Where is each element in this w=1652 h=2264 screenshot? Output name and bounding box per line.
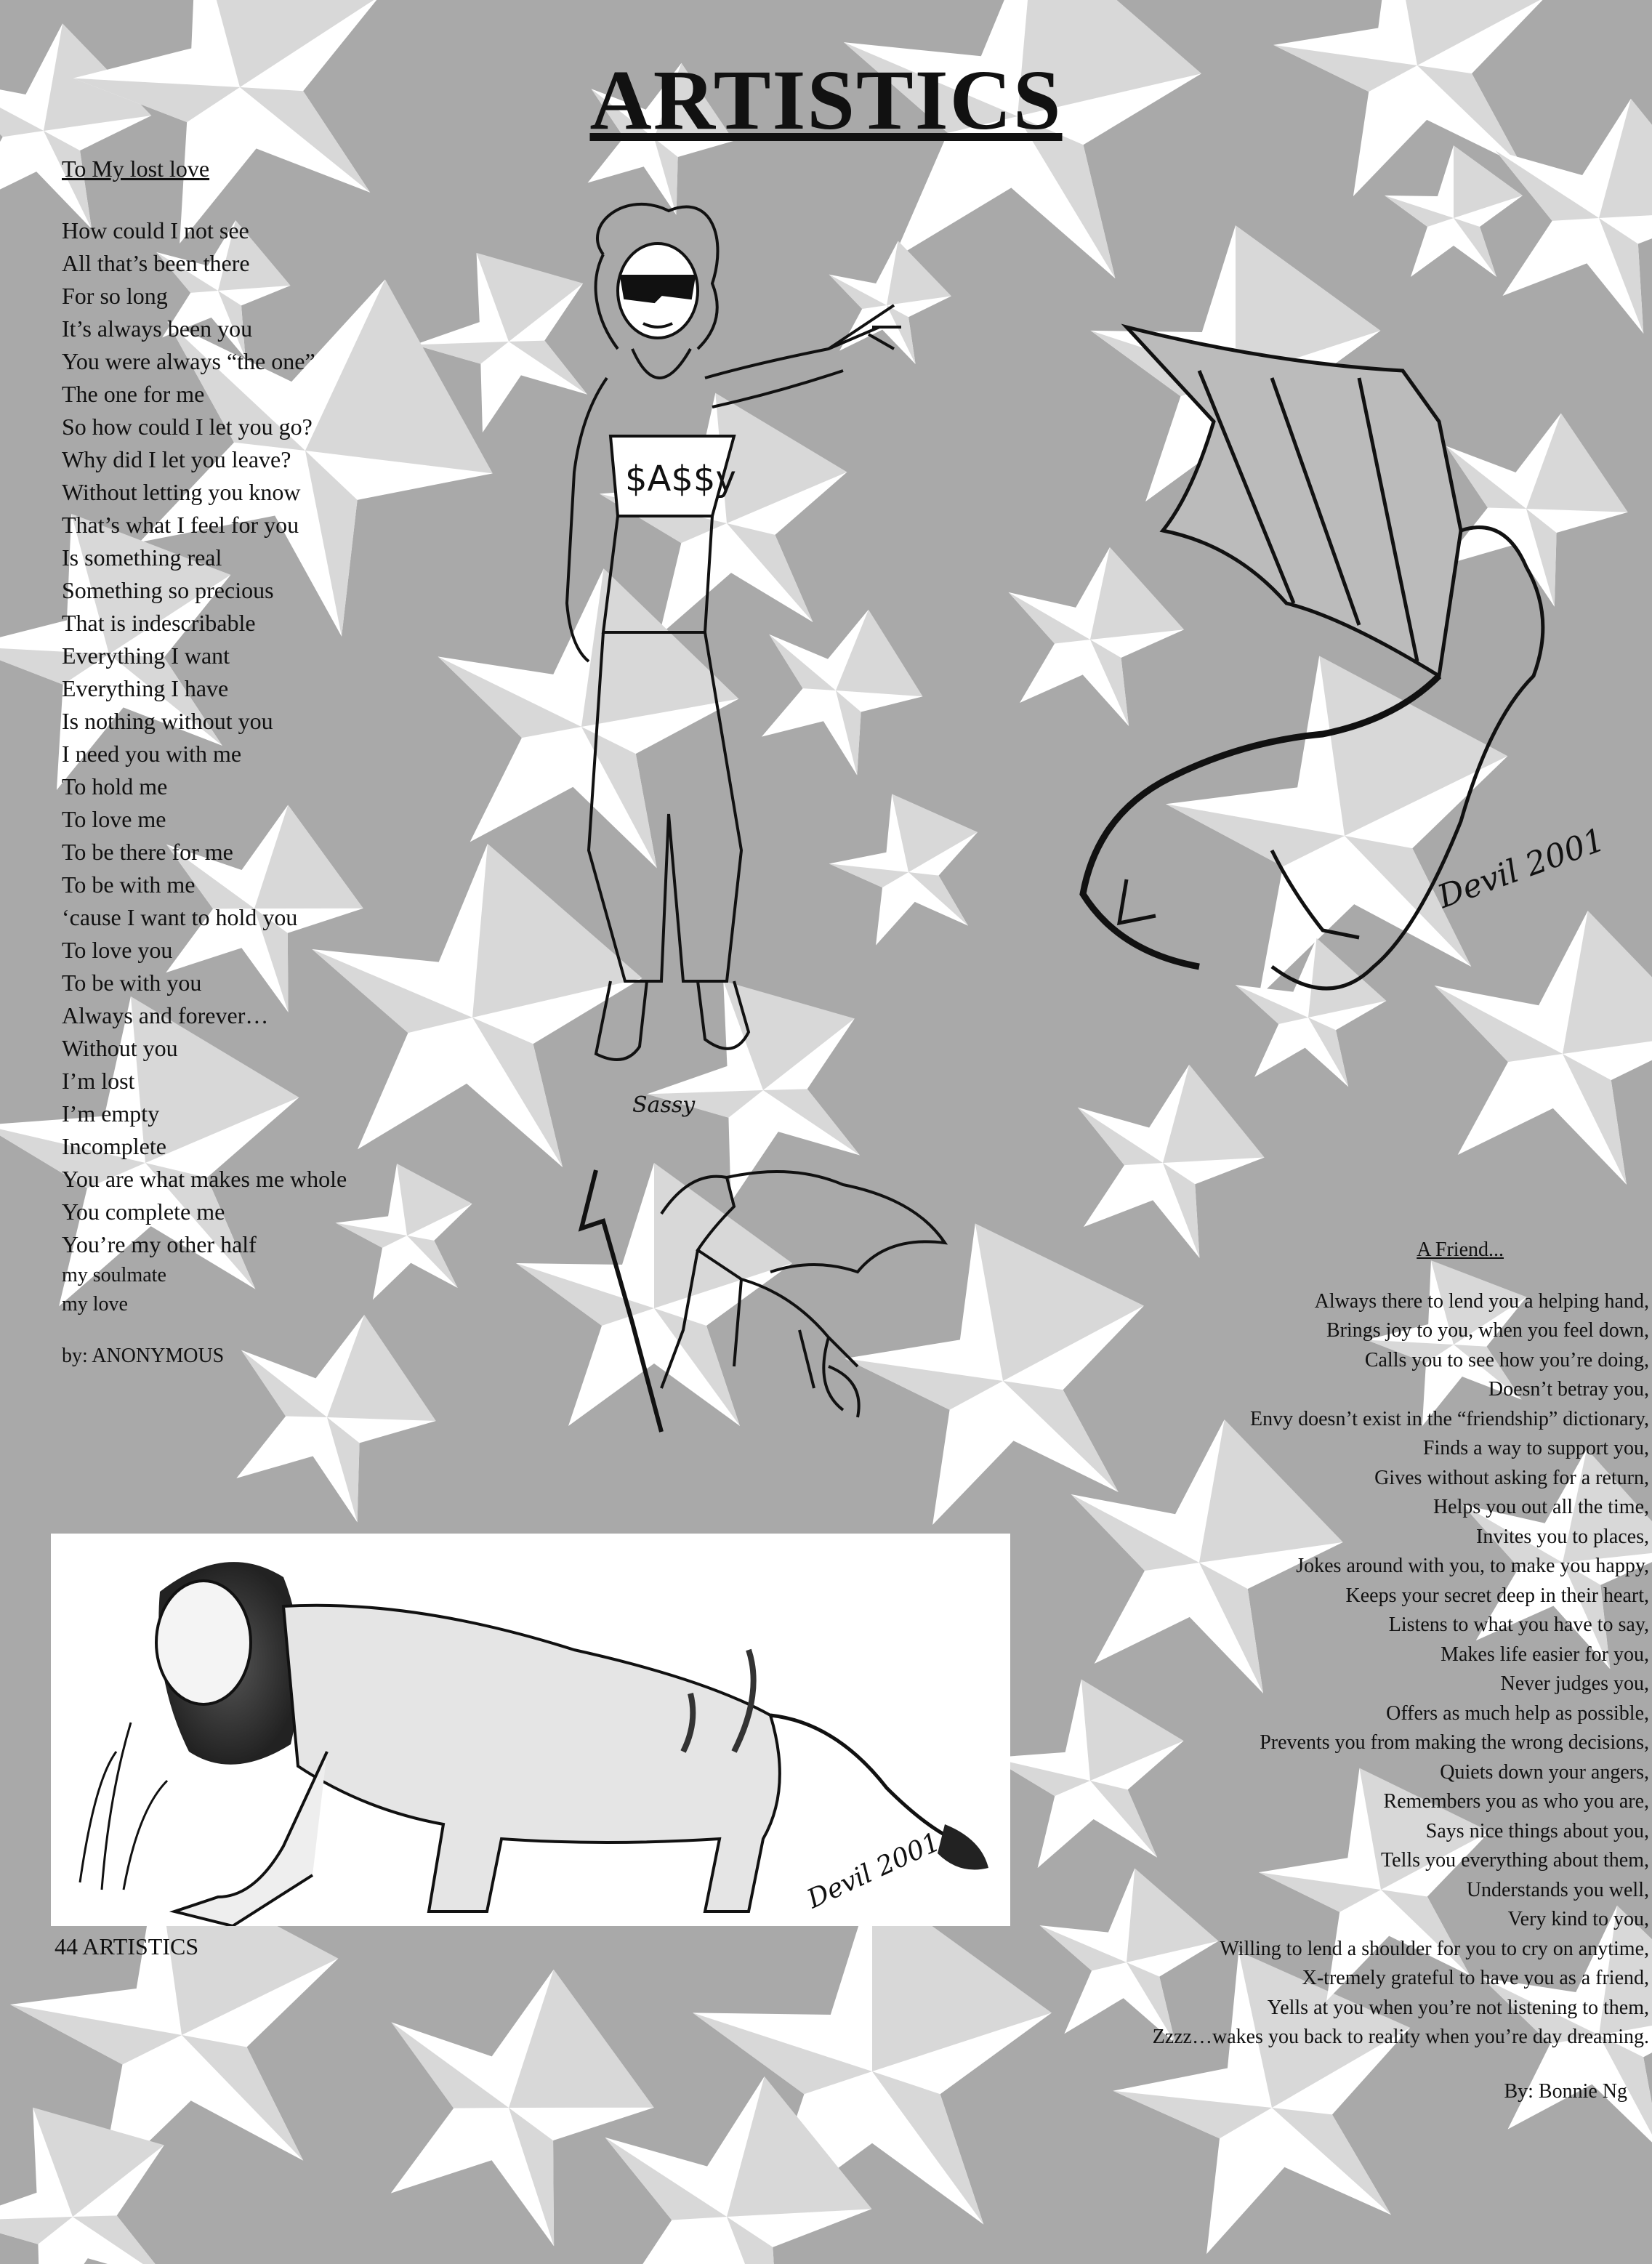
poem-line: Prevents you from making the wrong decisions, xyxy=(1260,1731,1649,1754)
poem-lost-love xyxy=(62,153,440,1372)
poem-line: Invites you to places, xyxy=(1476,1525,1649,1548)
poem-line: Envy doesn’t exist in the “friendship” dictionary, xyxy=(1250,1407,1649,1430)
poem-line: Yells at you when you’re not listening to them, xyxy=(1267,1996,1649,2019)
poem-line: Quiets down your angers, xyxy=(1440,1760,1649,1784)
poem-line: Without you xyxy=(62,1035,178,1061)
poem-line: Gives without asking for a return, xyxy=(1374,1466,1649,1489)
poem-line: To be with me xyxy=(62,871,196,898)
poem-line: To be with you xyxy=(62,970,202,996)
poem-title: To My lost love xyxy=(62,156,210,182)
poem-line: To love me xyxy=(62,806,166,832)
poem-line: Calls you to see how you’re doing, xyxy=(1364,1348,1649,1371)
poem-line: Without letting you know xyxy=(62,479,301,505)
lion-drawing-panel xyxy=(51,1534,1010,1926)
dragon-drawing xyxy=(1054,313,1635,1025)
poem-line: Helps you out all the time, xyxy=(1433,1496,1649,1518)
poem-line: For so long xyxy=(62,283,168,309)
poem-line: So how could I let you go? xyxy=(62,414,313,440)
poem-line: Willing to lend a shoulder for you to cry on anytime, xyxy=(1220,1937,1649,1960)
poem-line: You’re my other half xyxy=(62,1231,257,1257)
poem-line: Keeps your secret deep in their heart, xyxy=(1345,1584,1649,1607)
shirt-text: $A$$y xyxy=(625,459,736,499)
poem-line: Everything I have xyxy=(62,675,229,701)
poem-line: Everything I want xyxy=(62,642,230,669)
poem-line: Is nothing without you xyxy=(62,708,273,734)
poem-line: You were always “the one” xyxy=(62,348,315,374)
poem-line: How could I not see xyxy=(62,217,249,243)
lion-signature: Devil 2001 xyxy=(802,1826,945,1915)
poem-line: Always there to lend you a helping hand, xyxy=(1314,1289,1649,1313)
poem-line: Jokes around with you, to make you happy, xyxy=(1296,1555,1649,1577)
poem-line: Something so precious xyxy=(62,577,274,603)
poem-closing-lines xyxy=(62,1261,440,1319)
poem-line: Says nice things about you, xyxy=(1425,1819,1649,1842)
poem-line: The one for me xyxy=(62,381,205,407)
poem-line: To be there for me xyxy=(62,839,233,865)
lion-drawing xyxy=(51,1534,1010,1926)
poem-a-friend xyxy=(995,1236,1649,2106)
poem-line: my love xyxy=(62,1293,128,1316)
poem-line: Makes life easier for you, xyxy=(1441,1643,1649,1666)
poem-line: Why did I let you leave? xyxy=(62,446,291,472)
poem-line: Listens to what you have to say, xyxy=(1388,1614,1649,1636)
poem-line: X-tremely grateful to have you as a friend, xyxy=(1302,1967,1649,1989)
page-footer: 44 ARTISTICS xyxy=(55,1933,199,1959)
poem-line: It’s always been you xyxy=(62,315,253,342)
poem-line: Doesn’t betray you, xyxy=(1488,1378,1649,1401)
poem-line: ‘cause I want to hold you xyxy=(62,904,298,930)
sassy-girl-drawing xyxy=(538,196,1003,1148)
poem-line: Finds a way to support you, xyxy=(1422,1437,1649,1459)
dragon-signature: Devil 2001 xyxy=(1433,821,1610,916)
poem-line: Always and forever… xyxy=(62,1002,269,1028)
poem-line: You are what makes me whole xyxy=(62,1166,347,1192)
poem-line: my soulmate xyxy=(62,1264,166,1286)
poem-line: To love you xyxy=(62,937,173,963)
poem-line: Very kind to you, xyxy=(1507,1908,1649,1930)
poem-line: To hold me xyxy=(62,773,168,799)
poem-line: I’m empty xyxy=(62,1100,160,1127)
poem-author: by: ANONYMOUS xyxy=(62,1345,225,1367)
poem-lines xyxy=(62,214,440,1261)
poem-author: By: Bonnie Ng xyxy=(1504,2079,1627,2103)
poem-line: I need you with me xyxy=(62,741,242,767)
poem-line: Offers as much help as possible, xyxy=(1386,1701,1649,1725)
poem-line: Remembers you as who you are, xyxy=(1383,1790,1649,1813)
poem-line: You complete me xyxy=(62,1199,225,1225)
poem-line: Never judges you, xyxy=(1500,1672,1649,1695)
poem-line: Tells you everything about them, xyxy=(1381,1849,1649,1872)
poem-line: Incomplete xyxy=(62,1133,166,1159)
poem-line: Brings joy to you, when you feel down, xyxy=(1326,1319,1649,1342)
poem-line: Understands you well, xyxy=(1466,1878,1649,1901)
poem-line: Is something real xyxy=(62,544,222,571)
pegasus-drawing xyxy=(552,1148,959,1439)
poem-line: That’s what I feel for you xyxy=(62,512,299,538)
poem-line: Zzzz…wakes you back to reality when you’re day dreaming. xyxy=(1152,2026,1649,2048)
page-title: ARTISTICS xyxy=(589,52,1063,148)
poem-line: I’m lost xyxy=(62,1068,135,1094)
poem-title: A Friend... xyxy=(1417,1238,1504,1261)
poem-line: All that’s been there xyxy=(62,250,250,276)
poem-line: That is indescribable xyxy=(62,610,256,636)
girl-signature: Sassy xyxy=(632,1092,696,1118)
poem-lines xyxy=(995,1287,1649,2052)
